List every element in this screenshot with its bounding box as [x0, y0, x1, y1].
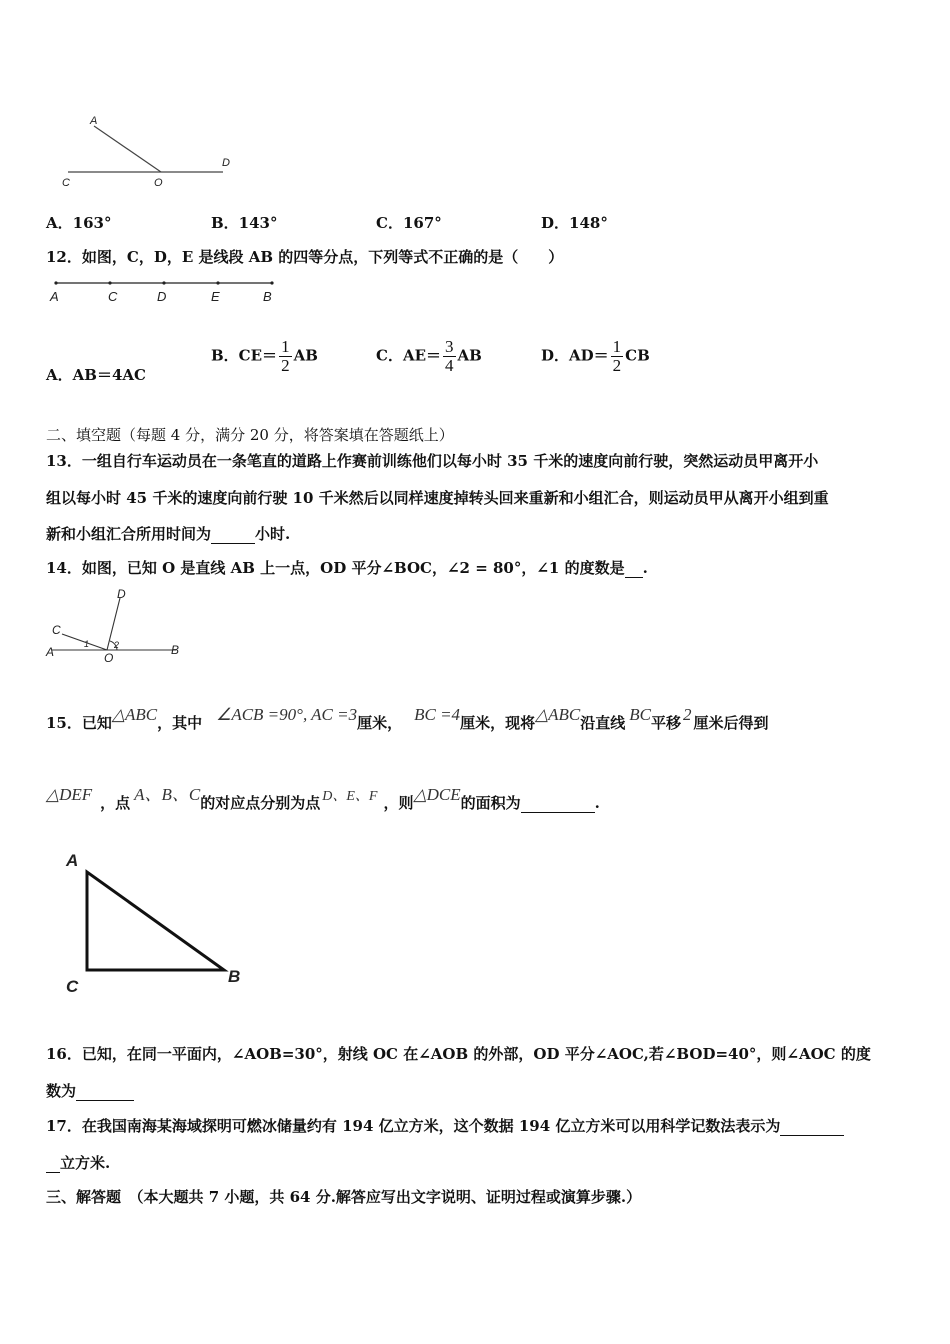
q15-line-1: 15．已知△ABC，其中 ∠ACB =90°, AC =3厘米， BC =4厘米，现将△ABC沿直线 BC平移 2 厘米后得到: [46, 705, 769, 732]
q13-line-2: 组以每小时 45 千米的速度向前行驶 10 千米然后以同样速度掉转头回来重新和小组汇合，则运动员甲从离开小组到重: [46, 489, 829, 507]
fig15-label-c: C: [66, 977, 79, 996]
q11-angle-figure: [58, 112, 238, 192]
fig15-label-a: A: [66, 851, 79, 870]
fraction-one-half: $\frac{1}{2}$: [612, 337, 622, 375]
q15-triangle-figure: [60, 846, 260, 996]
fig14-label-b: B: [171, 643, 180, 657]
answer-blank: [780, 1117, 844, 1136]
answer-blank: [76, 1082, 134, 1101]
q11-option-d: D．148°: [541, 214, 608, 232]
q12-stem: 12．如图，C，D，E 是线段 AB 的四等分点，下列等式不正确的是（ ）: [46, 248, 564, 266]
fig11-label-c: C: [62, 177, 70, 189]
fig11-label-d: D: [222, 157, 230, 169]
q12-option-c: C．AE＝ $\frac{3}{4}$ AB: [376, 337, 482, 375]
fig14-label-d: D: [117, 587, 126, 601]
q11-option-a: A．163°: [46, 214, 112, 232]
fraction-three-quarters: $\frac{3}{4}$: [445, 337, 454, 375]
fig12-label-a: A: [50, 289, 59, 304]
q16-line-2: 数为: [46, 1080, 134, 1101]
section-3-title: 三、解答题 （本大题共 7 小题，共 64 分.解答应写出文字说明、证明过程或演算步骤.）: [46, 1188, 642, 1206]
q14-stem: 14．如图，已知 O 是直线 AB 上一点，OD 平分∠BOC，∠2 = 80°，∠1 的度数是 .: [46, 559, 648, 577]
q13-line-1: 13．一组自行车运动员在一条笔直的道路上作赛前训练他们以每小时 35 千米的速度向前行驶，突然运动员甲离开小: [46, 452, 819, 470]
q13-line-3: 新和小组汇合所用时间为 小时.: [46, 525, 291, 543]
fig14-label-c: C: [52, 623, 61, 637]
section-2-title: 二、填空题（每题 4 分，满分 20 分，将答案填在答题纸上）: [46, 426, 454, 444]
fig12-label-d: D: [157, 289, 167, 304]
fig14-label-o: O: [104, 651, 114, 665]
fig14-label-1: 1: [84, 639, 90, 649]
q15-line-2: △DEF ，点 A、B、C的对应点分别为点 D、E、F ，则△DCE的面积为 .: [46, 785, 600, 812]
answer-blank: [625, 559, 643, 578]
fig12-label-b: B: [263, 289, 272, 304]
fig12-label-c: C: [108, 289, 118, 304]
q16-line-1: 16．已知，在同一平面内，∠AOB=30°，射线 OC 在∠AOB 的外部，OD 平分∠AOC,若∠BOD=40°，则∠AOC 的度: [46, 1045, 871, 1063]
answer-blank: [46, 1154, 60, 1173]
q17-line-2: 立方米.: [46, 1152, 110, 1173]
fig14-label-2: 2: [114, 640, 120, 650]
fig14-label-a: A: [46, 645, 55, 659]
fig12-label-e: E: [211, 289, 220, 304]
q12-option-b: B．CE＝ $\frac{1}{2}$ AB: [211, 337, 318, 375]
q17-line-1: 17．在我国南海某海域探明可燃冰储量约有 194 亿立方米，这个数据 194 亿立方米可以用科学记数法表示为: [46, 1115, 844, 1136]
q14-angle-figure: [44, 586, 186, 668]
fig11-label-a: A: [90, 115, 98, 127]
fig11-label-o: O: [154, 177, 163, 189]
fig15-label-b: B: [228, 967, 241, 986]
q11-option-c: C．167°: [376, 214, 442, 232]
q12-option-d: D．AD＝ $\frac{1}{2}$ CB: [541, 337, 650, 375]
q12-option-a: A．AB＝4AC: [46, 366, 146, 384]
q12-segment-figure: [46, 276, 286, 310]
answer-blank: [521, 794, 595, 813]
fraction-one-half: $\frac{1}{2}$: [281, 337, 290, 375]
q11-option-b: B．143°: [211, 214, 278, 232]
answer-blank: [211, 525, 255, 544]
